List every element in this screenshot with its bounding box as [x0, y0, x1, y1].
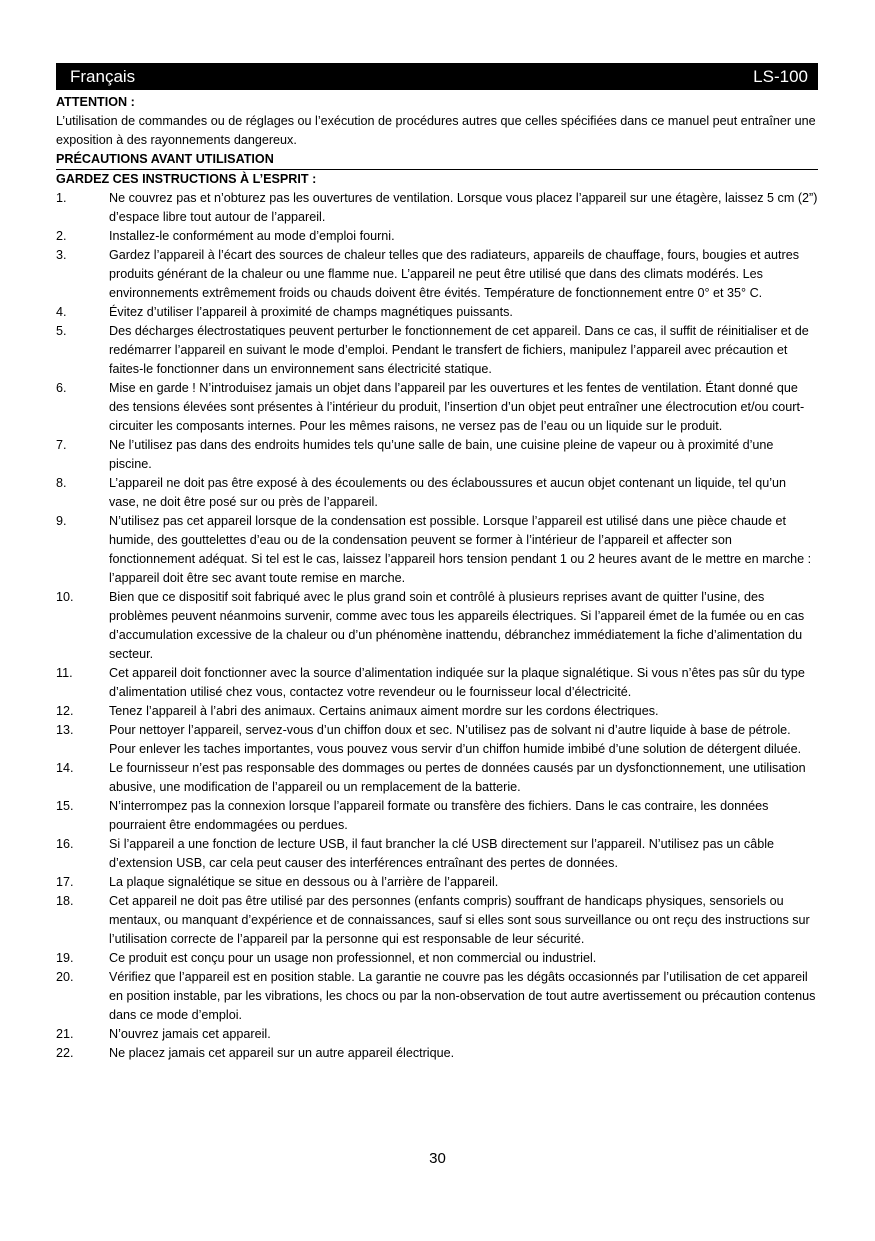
list-item	[56, 892, 818, 949]
list-item	[56, 797, 818, 835]
list-item	[56, 664, 818, 702]
list-item	[56, 474, 818, 512]
list-item	[56, 835, 818, 873]
list-item-text: Ce produit est conçu pour un usage non professionnel, et non commercial ou industriel.	[109, 951, 597, 965]
list-item-text: N’ouvrez jamais cet appareil.	[109, 1027, 271, 1041]
list-item-text: Ne placez jamais cet appareil sur un autre appareil électrique.	[109, 1046, 455, 1060]
list-item	[56, 436, 818, 474]
list-item-text: N’utilisez pas cet appareil lorsque de la condensation est possible. Lorsque l’appareil est utilisé dans une pièce chaude et humide, des gouttelettes d’eau ou de la condensation peuvent se former à l’intérieur de l’appareil et affecter son fonctionnement adéquat. Si tel est le cas, laissez l’appareil hors tension pendant 1 ou 2 heures avant de le mettre en marche : l’appareil doit être sec avant toute remise en marche.	[109, 514, 812, 585]
list-item-number: 8.	[56, 476, 67, 490]
list-item-number: 4.	[56, 305, 67, 319]
list-item-number: 3.	[56, 248, 67, 262]
list-item-number: 21.	[56, 1027, 74, 1041]
list-item-number: 10.	[56, 590, 74, 604]
list-item-number: 20.	[56, 970, 74, 984]
list-item-number: 16.	[56, 837, 74, 851]
list-item-text: Ne couvrez pas et n’obturez pas les ouvertures de ventilation. Lorsque vous placez l’appareil sur une étagère, laissez 5 cm (2”) d’espace libre tout autour de l’appareil.	[109, 191, 818, 224]
list-item-number: 12.	[56, 704, 74, 718]
list-item-text: Ne l’utilisez pas dans des endroits humides tels qu’une salle de bain, une cuisine pleine de vapeur ou à proximité d’une piscine.	[109, 438, 774, 471]
list-item	[56, 1044, 818, 1063]
list-item	[56, 379, 818, 436]
list-item-number: 22.	[56, 1046, 74, 1060]
attention-title: ATTENTION :	[56, 95, 135, 109]
list-item-text: Pour nettoyer l’appareil, servez-vous d’un chiffon doux et sec. N’utilisez pas de solvant ni d’autre liquide à base de pétrole. Pour enlever les taches importantes, vous pouvez vous servir d’un chiffon humide imbibé d’une solution de détergent diluée.	[109, 723, 802, 756]
list-item-number: 15.	[56, 799, 74, 813]
list-item-text: Le fournisseur n’est pas responsable des dommages ou pertes de données causés par un dysfonctionnement, une utilisation abusive, une modification de l’appareil ou un remplacement de la batterie.	[109, 761, 806, 794]
list-item-text: Des décharges électrostatiques peuvent perturber le fonctionnement de cet appareil. Dans ce cas, il suffit de réinitialiser et de redémarrer l’appareil en suivant le mode d’emploi. Pendant le transfert de fichiers, manipulez l’appareil avec précaution et faites-le fonctionner dans un environnement sans électricité statique.	[109, 324, 809, 376]
list-item	[56, 702, 818, 721]
model-label: LS-100	[753, 66, 808, 86]
list-item-text: Tenez l’appareil à l’abri des animaux. Certains animaux aiment mordre sur les cordons électriques.	[109, 704, 659, 718]
precautions-subtitle: GARDEZ CES INSTRUCTIONS À L’ESPRIT :	[56, 172, 317, 186]
list-item-number: 19.	[56, 951, 74, 965]
list-item-number: 17.	[56, 875, 74, 889]
list-item-number: 11.	[56, 666, 73, 680]
list-item-text: N’interrompez pas la connexion lorsque l’appareil formate ou transfère des fichiers. Dans le cas contraire, les données pourraient être endommagées ou perdues.	[109, 799, 769, 832]
list-item	[56, 303, 818, 322]
list-item	[56, 322, 818, 379]
list-item-text: La plaque signalétique se situe en dessous ou à l’arrière de l’appareil.	[109, 875, 499, 889]
list-item	[56, 189, 818, 227]
list-item	[56, 949, 818, 968]
precautions-title: PRÉCAUTIONS AVANT UTILISATION	[56, 150, 818, 170]
list-item	[56, 759, 818, 797]
language-header-bar	[56, 63, 818, 90]
list-item	[56, 721, 818, 759]
list-item-number: 18.	[56, 894, 74, 908]
list-item-text: Gardez l’appareil à l’écart des sources de chaleur telles que des radiateurs, appareils de chauffage, fours, bougies et autres produits générant de la chaleur ou une flamme nue. L’appareil ne peut être utilisé que dans des climats modérés. Les environnements extrêmement froids ou chauds doivent être évités. Température de fonctionnement entre 0° et 35° C.	[109, 248, 800, 300]
list-item-text: Cet appareil ne doit pas être utilisé par des personnes (enfants compris) souffrant de handicaps physiques, sensoriels ou mentaux, ou manquant d’expérience et de connaissances, sauf si elles sont sous surveillance ou ont reçu des instructions sur l’utilisation correcte de l’appareil par la personne qui est responsable de leur sécurité.	[109, 894, 810, 946]
precautions-list	[56, 189, 818, 1063]
list-item	[56, 246, 818, 303]
list-item-number: 5.	[56, 324, 67, 338]
list-item-number: 6.	[56, 381, 67, 395]
list-item-number: 9.	[56, 514, 67, 528]
list-item-text: Bien que ce dispositif soit fabriqué avec le plus grand soin et contrôlé à plusieurs reprises avant de quitter l’usine, des problèmes peuvent néanmoins survenir, comme avec tous les appareils électriques. Si l’appareil émet de la fumée ou en cas d’accumulation excessive de la chaleur ou d’un phénomène inattendu, débranchez immédiatement la fiche d’alimentation du secteur.	[109, 590, 805, 661]
list-item	[56, 873, 818, 892]
list-item-text: Évitez d’utiliser l’appareil à proximité de champs magnétiques puissants.	[109, 305, 513, 319]
list-item	[56, 1025, 818, 1044]
list-item-text: Installez-le conformément au mode d’emploi fourni.	[109, 229, 395, 243]
language-label: Français	[70, 66, 136, 86]
list-item-text: Vérifiez que l’appareil est en position stable. La garantie ne couvre pas les dégâts occasionnés par l’utilisation de cet appareil en position instable, par les vibrations, les chocs ou par la non-observation de tout autre avertissement ou précaution contenus dans ce mode d’emploi.	[109, 970, 816, 1022]
list-item-number: 7.	[56, 438, 67, 452]
document-content	[56, 93, 818, 1063]
list-item-text: Mise en garde ! N’introduisez jamais un objet dans l’appareil par les ouvertures et les fentes de ventilation. Étant donné que des tensions élevées sont présentes à l’intérieur du produit, l’insertion d’un objet peut entraîner une électrocution et/ou court-circuiter les composants internes. Pour les mêmes raisons, ne versez pas de l’eau ou un liquide sur le produit.	[109, 381, 805, 433]
list-item-text: Cet appareil doit fonctionner avec la source d’alimentation indiquée sur la plaque signalétique. Si vous n’êtes pas sûr du type d’alimentation utilisé chez vous, contactez votre revendeur ou le fournisseur local d’électricité.	[109, 666, 805, 699]
list-item	[56, 227, 818, 246]
list-item	[56, 588, 818, 664]
list-item-text: L’appareil ne doit pas être exposé à des écoulements ou des éclaboussures et aucun objet contenant un liquide, tel qu’un vase, ne doit être posé sur ou près de l’appareil.	[109, 476, 787, 509]
list-item	[56, 968, 818, 1025]
list-item-number: 13.	[56, 723, 74, 737]
list-item-number: 1.	[56, 191, 67, 205]
list-item-number: 2.	[56, 229, 67, 243]
page-number: 30	[429, 1150, 446, 1167]
list-item	[56, 512, 818, 588]
attention-text: L’utilisation de commandes ou de réglages ou l’exécution de procédures autres que celles spécifiées dans ce manuel peut entraîner une exposition à des rayonnements dangereux.	[56, 114, 816, 147]
list-item-number: 14.	[56, 761, 74, 775]
list-item-text: Si l’appareil a une fonction de lecture USB, il faut brancher la clé USB directement sur l’appareil. N’utilisez pas un câble d’extension USB, car cela peut causer des interférences entraînant des pertes de données.	[109, 837, 775, 870]
